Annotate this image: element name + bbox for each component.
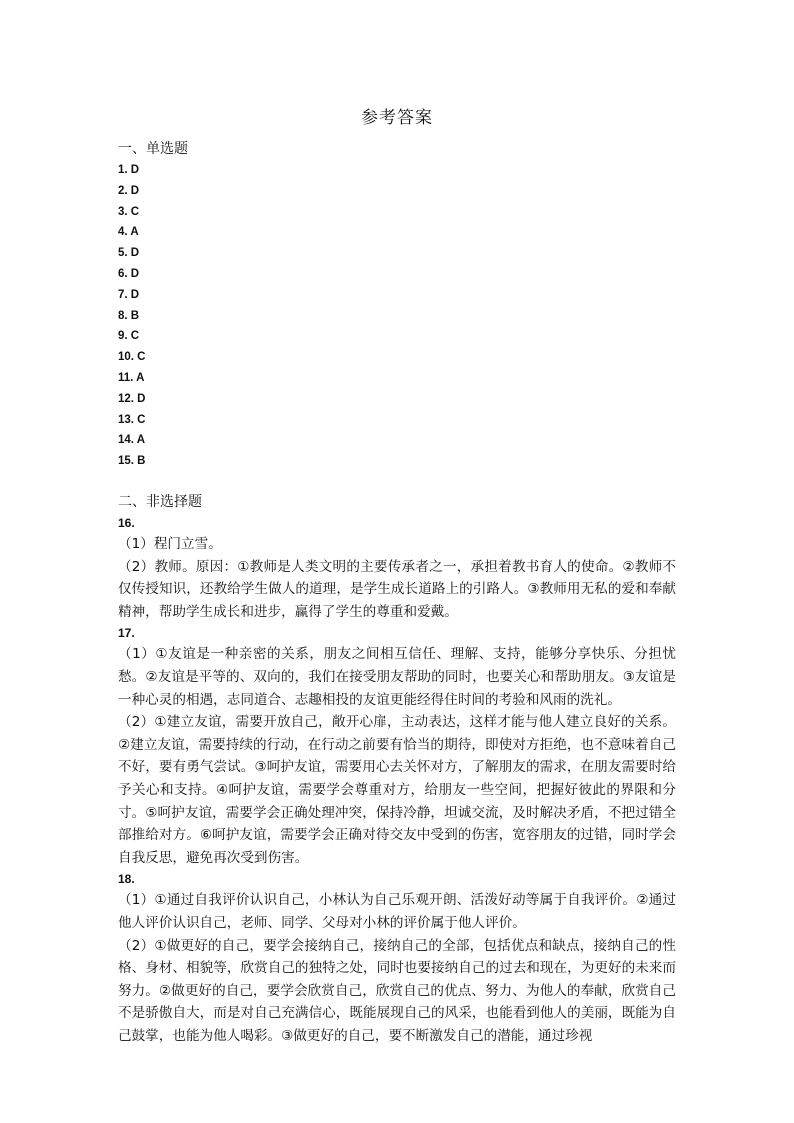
answer-item: 1. D: [118, 164, 140, 176]
page-title: 参考答案: [361, 108, 433, 128]
answer-item: 6. D: [118, 267, 140, 280]
section-heading-non-choice: 二、非选择题: [118, 494, 202, 510]
answer-item: 13. C: [118, 413, 146, 426]
question-number-18: 18.: [118, 872, 135, 887]
answer-item: 11. A: [118, 371, 145, 384]
answer-list: [118, 160, 146, 472]
answer-item: 7. D: [118, 288, 140, 301]
answer-item: 3. C: [118, 205, 140, 218]
answer-item: 2. D: [118, 184, 140, 197]
non-choice-answers: [118, 513, 676, 1047]
answer-item: 5. D: [118, 247, 140, 260]
answer-item: 12. D: [118, 392, 146, 405]
q16-answer-1: （1）程门立雪。: [118, 536, 222, 552]
q18-answer-1: （1）①通过自我评价认识自己，小林认为自己乐观开朗、活泼好动等属于自我评价。②通过他人评价认识自己，老师、同学、父母对小林的评价属于他人评价。: [118, 892, 676, 931]
q17-answer-1: （1）①友谊是一种亲密的关系，朋友之间相互信任、理解、支持，能够分享快乐、分担忧愁。②友谊是平等的、双向的，我们在接受朋友帮助的同时，也要关心和帮助朋友。③友谊是一种心灵的相遇，志同道合、志趣相投的友谊更能经得住时间的考验和风雨的洗礼。: [118, 646, 676, 708]
answer-item: 4. A: [118, 226, 139, 239]
section-heading-single-choice: 一、单选题: [118, 141, 188, 157]
q18-answer-2: （2）①做更好的自己，要学会接纳自己，接纳自己的全部，包括优点和缺点，接纳自己的性格、身材、相貌等，欣赏自己的独特之处，同时也要接纳自己的过去和现在，为更好的未来而努力。②做更好的自己，要学会欣赏自己，欣赏自己的优点、努力、为他人的奉献，欣赏自己不是骄傲自大，而是对自己充满信心，既能展现自己的风采，也能看到他人的美丽，既能为自己鼓掌，也能为他人喝彩。③做更好的自己，要不断激发自己的潜能，通过珍视: [118, 937, 676, 1044]
q17-answer-2: （2）①建立友谊，需要开放自己，敞开心扉，主动表达，这样才能与他人建立良好的关系。②建立友谊，需要持续的行动，在行动之前要有恰当的期待，即使对方拒绝，也不意味着自己不好，要有勇气尝试。③呵护友谊，需要用心去关怀对方，了解朋友的需求，在朋友需要时给予关心和支持。④呵护友谊，需要学会尊重对方，给朋友一些空间，把握好彼此的界限和分寸。⑤呵护友谊，需要学会正确处理冲突，保持冷静，坦诚交流，及时解决矛盾，不把过错全部推给对方。⑥呵护友谊，需要学会正确对待交友中受到的伤害，宽容朋友的过错，同时学会自我反思，避免再次受到伤害。: [118, 714, 676, 866]
question-number-16: 16.: [118, 516, 135, 530]
answer-item: 14. A: [118, 434, 146, 447]
answer-item: 9. C: [118, 330, 140, 343]
q16-answer-2: （2）教师。原因：①教师是人类文明的主要传承者之一，承担着教书育人的使命。②教师不仅传授知识，还教给学生做人的道理，是学生成长道路上的引路人。③教师用无私的爱和奉献精神，帮助学生成长和进步，赢得了学生的尊重和爱戴。: [118, 558, 676, 620]
answer-item: 10. C: [118, 351, 146, 364]
answer-item: 15. B: [118, 455, 146, 468]
answer-item: 8. B: [118, 309, 140, 322]
question-number-17: 17.: [118, 626, 135, 641]
